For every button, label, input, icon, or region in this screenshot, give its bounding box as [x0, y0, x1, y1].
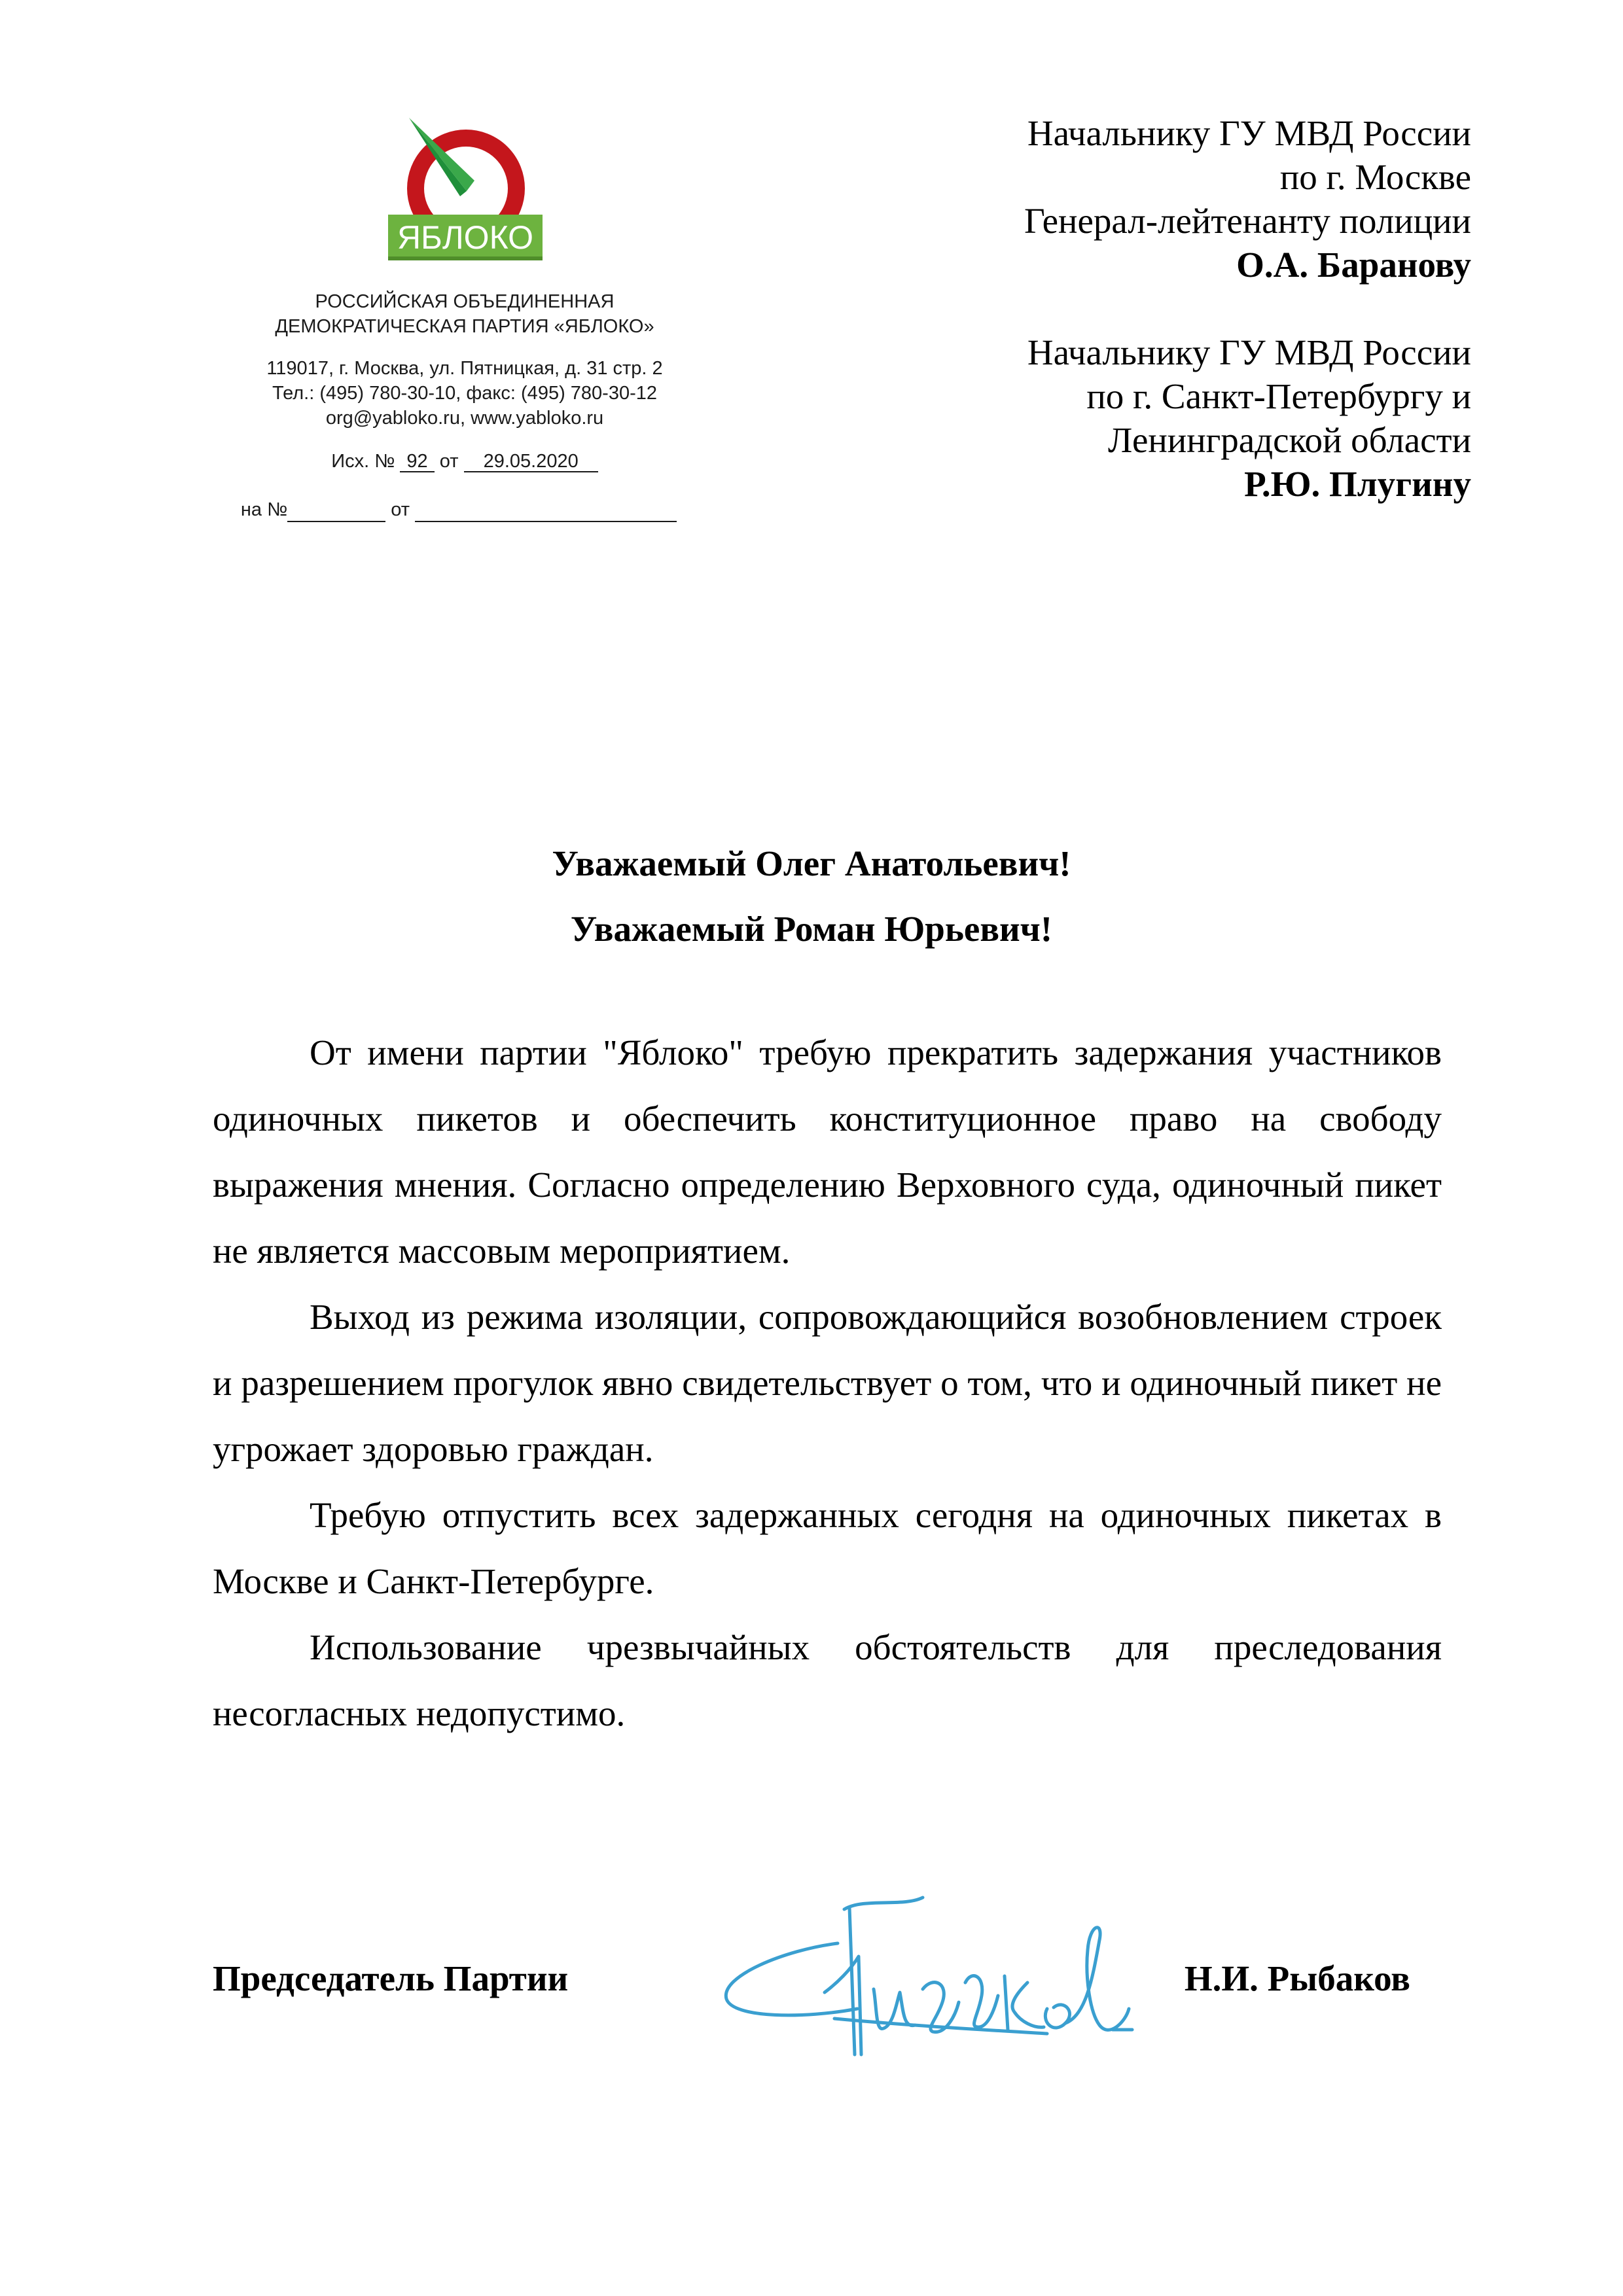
- addressee-name: Р.Ю. Плугину: [1244, 464, 1471, 504]
- signatory-title: Председатель Партии: [213, 1958, 569, 1998]
- incoming-reference: [185, 497, 733, 522]
- addressee-moscow: [843, 111, 1471, 287]
- org-name-line2: ДЕМОКРАТИЧЕСКАЯ ПАРТИЯ «ЯБЛОКО»: [275, 316, 654, 337]
- incoming-from: от: [391, 499, 410, 520]
- addressee-spb: [843, 330, 1471, 506]
- body-paragraph: Использование чрезвычайных обстоятельств для преследования несогласных недопустимо.: [213, 1627, 1442, 1733]
- organization-name: [196, 289, 733, 339]
- incoming-date-blank: [415, 501, 677, 522]
- addressee-line: Начальнику ГУ МВД России: [1027, 113, 1471, 153]
- org-name-line1: РОССИЙСКАЯ ОБЪЕДИНЕННАЯ: [315, 291, 615, 312]
- body-paragraph: От имени партии "Яблоко" требую прекратить задержания участников одиночных пикетов и обеспечить конституционное право на свободу выражения мнения. Согласно определению Верховного суда, одиночный пикет не является массовым мероприятием.: [213, 1033, 1442, 1271]
- outgoing-prefix: Исх. №: [331, 451, 395, 472]
- logo-text: ЯБЛОКО: [397, 219, 534, 256]
- incoming-prefix: на №: [240, 499, 288, 520]
- organization-contacts: [196, 356, 733, 431]
- letterhead: [196, 111, 733, 522]
- outgoing-from: от: [439, 451, 459, 472]
- org-email-web: org@yabloko.ru, www.yabloko.ru: [325, 408, 604, 429]
- outgoing-date: 29.05.2020: [464, 451, 598, 472]
- addressee-line: Начальнику ГУ МВД России: [1027, 332, 1471, 372]
- outgoing-number: 92: [400, 451, 434, 472]
- handwritten-signature: [707, 1878, 1139, 2068]
- outgoing-reference: [196, 449, 733, 474]
- org-phone-fax: Тел.: (495) 780-30-10, факс: (495) 780-30-12: [272, 383, 657, 404]
- letter-body: [213, 1019, 1442, 1746]
- body-paragraph: Выход из режима изоляции, сопровождающийся возобновлением строек и разрешением прогулок явно свидетельствует о том, что и одиночный пикет не угрожает здоровью граждан.: [213, 1297, 1442, 1469]
- body-paragraph: Требую отпустить всех задержанных сегодня на одиночных пикетах в Москве и Санкт-Петербурге.: [213, 1495, 1442, 1601]
- addressee-line: по г. Москве: [1279, 157, 1471, 197]
- addressee-line: Ленинградской области: [1108, 420, 1471, 460]
- salutations: [0, 831, 1623, 962]
- addressee-line: Генерал-лейтенанту полиции: [1024, 201, 1471, 241]
- salutation-second: Уважаемый Роман Юрьевич!: [570, 909, 1053, 949]
- org-address: 119017, г. Москва, ул. Пятницкая, д. 31 стр. 2: [266, 358, 663, 379]
- addressees: [843, 111, 1471, 506]
- yabloko-logo: [383, 111, 546, 275]
- salutation-first: Уважаемый Олег Анатольевич!: [552, 843, 1071, 883]
- incoming-number-blank: [287, 501, 385, 522]
- addressee-line: по г. Санкт-Петербургу и: [1086, 376, 1471, 416]
- addressee-name: О.А. Баранову: [1236, 245, 1471, 285]
- signatory-name: Н.И. Рыбаков: [1184, 1958, 1410, 1998]
